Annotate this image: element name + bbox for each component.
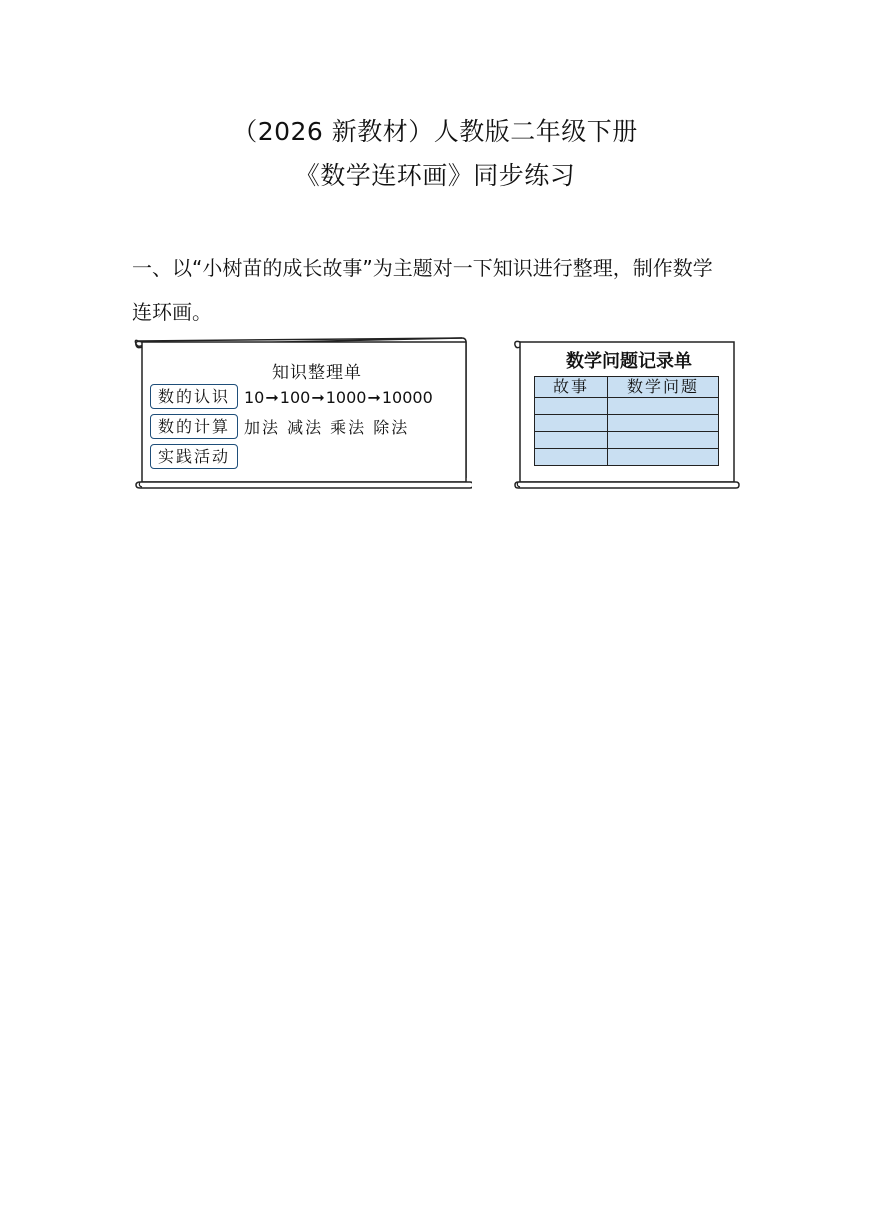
number-sequence (244, 385, 433, 411)
table-row (535, 415, 719, 432)
question-1-text: 一、以“小树苗的成长故事”为主题对一下知识进行整理，制作数学 (132, 256, 713, 280)
column-header-math-question: 数学问题 (608, 377, 719, 398)
number-value: 10000 (381, 388, 433, 407)
table-row (535, 449, 719, 466)
label-practice-activity: 实践活动 (150, 444, 238, 469)
table-cell[interactable] (608, 398, 719, 415)
table-row (535, 398, 719, 415)
label-number-calculation: 数的计算 (150, 414, 238, 439)
number-value: 1000 (325, 388, 367, 407)
arrow-right-icon: ➞ (265, 388, 279, 407)
table-cell[interactable] (608, 449, 719, 466)
number-value: 100 (279, 388, 311, 407)
table-cell[interactable] (535, 398, 608, 415)
arrow-right-icon: ➞ (367, 388, 381, 407)
record-sheet-panel (512, 336, 742, 492)
table-cell[interactable] (535, 432, 608, 449)
page-subtitle: 《数学连环画》同步练习 (294, 161, 576, 190)
record-table (534, 376, 719, 466)
operations-list: 加法 减法 乘法 除法 (244, 418, 410, 437)
table-row (535, 432, 719, 449)
table-header-row (535, 377, 719, 398)
arrow-right-icon: ➞ (311, 388, 325, 407)
table-cell[interactable] (535, 449, 608, 466)
knowledge-sheet-title: 知识整理单 (272, 363, 362, 383)
knowledge-sheet-panel (132, 336, 472, 492)
table-cell[interactable] (608, 415, 719, 432)
table-cell[interactable] (608, 432, 719, 449)
record-sheet-title: 数学问题记录单 (566, 351, 692, 372)
column-header-story: 故事 (535, 377, 608, 398)
page-title: （2026 新教材）人教版二年级下册 (232, 117, 638, 146)
question-1-text-continued: 连环画。 (132, 300, 212, 324)
table-cell[interactable] (535, 415, 608, 432)
number-value: 10 (244, 388, 265, 407)
label-number-recognition: 数的认识 (150, 384, 238, 409)
